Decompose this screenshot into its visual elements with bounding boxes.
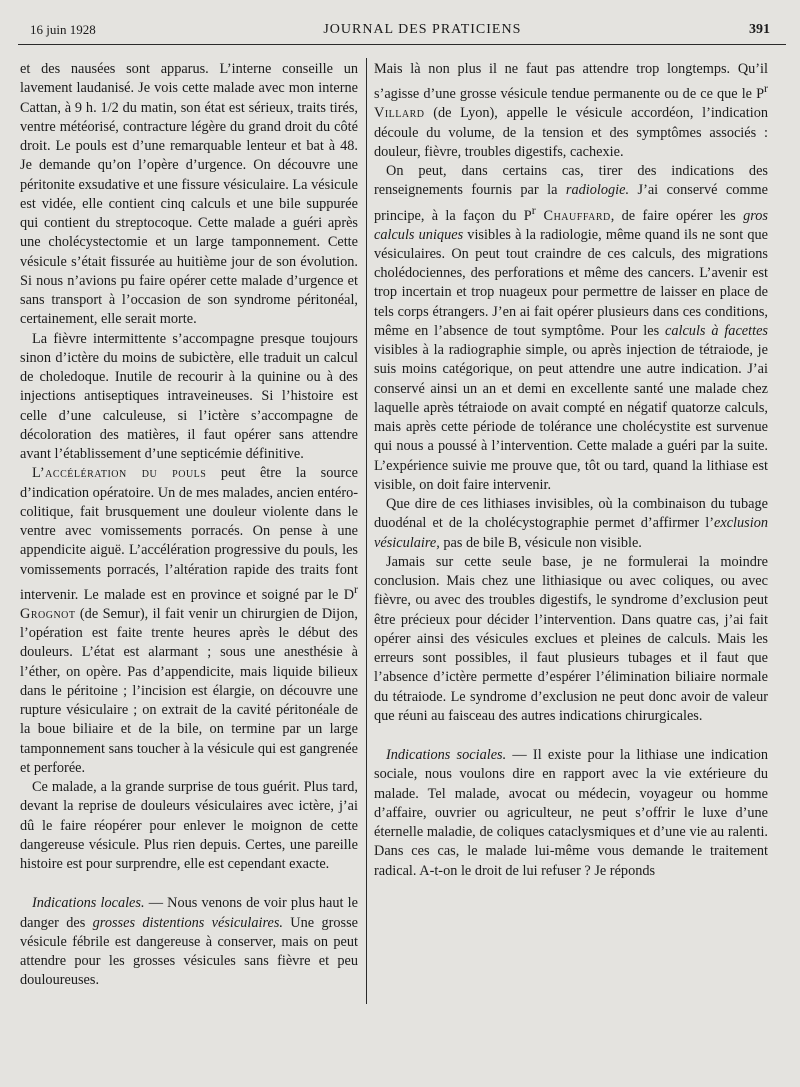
- paragraph: Indications sociales. — Il existe pour la lithiase une indication sociale, nous voulons dire en rapport avec la vie extérieure du malade. Tel malade, avocat ou médecin, voyageur ou homme d’affaire, ouvrier ou agriculteur, ne peut s’offrir le luxe d’une éternelle maladie, de coliques cataclysmiques et d’une vie au ralenti. Dans ces cas, le malade lui-même vous demande le traitement radical. A-t-on le droit de lui refuser ? Je réponds: [374, 747, 768, 879]
- header-rule: [18, 44, 786, 45]
- paragraph: Jamais sur cette seule base, je ne formulerai la moindre conclusion. Mais chez une lithiasique ou avec coliques, ou avec fièvre, ou avec des troubles digestifs, le syndrome d’exclusion peut être précieux pour décider l’intervention. Dans quatre cas, j’ai fait opérer ainsi des vésicules exclues et pleines de calculs. Mais les erreurs sont possibles, il faut plusieurs tubages et il faut que l’absence d’ictère permette d’espérer l’élimination biliaire normale du tétraiode. Le syndrome d’exclusion ne peut donc avoir de valeur que réuni au faisceau des autres indications chirurgicales.: [374, 553, 768, 724]
- paragraph: Mais là non plus il ne faut pas attendre trop longtemps. Qu’il s’agisse d’une grosse vésicule tendue permanente ou de ce que le $P^r$ Villard (de Lyon), appelle le vésicule accordéon, l’indication découle du volume, de la tension et des symptômes associés : douleur, fièvre, troubles digestifs, cachexie.: [374, 61, 768, 160]
- page-number: 391: [748, 22, 770, 37]
- section-lead: L’accélération du pouls: [32, 465, 207, 482]
- left-column: [20, 60, 358, 991]
- header-date: 16 juin 1928: [30, 22, 96, 37]
- paragraph: Que dire de ces lithiases invisibles, où la combinaison du tubage duodénal et de la cholécystographie permet d’affirmer l’exclusion vésiculaire, pas de bile B, vésicule non visible.: [374, 496, 768, 551]
- section-heading: Indications sociales.: [386, 747, 507, 764]
- section-heading: Indications locales.: [32, 895, 145, 912]
- person-name: Villard: [374, 105, 425, 122]
- paragraph: La fièvre intermittente s’accompagne presque toujours sinon d’ictère du moins de subictère, elle traduit un calcul de choledoque. Inutile de recourir à la quinine ou à des injections antiseptiques intraveineuses. Si l’histoire est celle d’une calculeuse, si l’ictère s’accompagne de décoloration des matières, il faut opérer sans attendre avant l’établissement d’une septicémie définitive.: [20, 330, 358, 462]
- paragraph: On peut, dans certains cas, tirer des indications des renseignements fournis par la radiologie. J’ai conservé comme principe, à la façon du $P^r$ Chauffard, de faire opérer les gros calculs uniques visibles à la radiologie, même quand ils ne sont que vésiculaires. On peut tout craindre de ces calculs, des migrations cholédociennes, des perforations et même des cancers. L’avenir est trop incertain et trop nuageux pour permettre de laisser en place de tels corps étrangers. J’en ai fait opérer plusieurs dans ces conditions, même en l’absence de tout symptôme. Pour les calculs à facettes visibles à la radiographie simple, ou après injection de tétraiode, je suis moins catégorique, on peut attendre une autre indication. J’ai conservé ainsi un an et demi en excellente santé une malade chez laquelle après tétraiode on avait compté en négatif quatorze calculs, mais après cette période de tolérance une cholécystite est survenue qui nous a poussé à l’intervention. Cette malade a guéri par la suite. L’expérience suivie me prouve que, tôt ou tard, quand la lithiase est visible, on doit faire intervenir.: [374, 163, 768, 493]
- journal-title: JOURNAL DES PRATICIENS: [323, 22, 522, 37]
- column-rule: [366, 58, 367, 1004]
- person-name: Chauffard: [535, 207, 611, 224]
- right-column: [374, 60, 768, 881]
- paragraph: Ce malade, a la grande surprise de tous guérit. Plus tard, devant la reprise de douleurs vésiculaires avec ictère, j’ai dû le faire réopérer pour enlever le moignon de cette dangereuse vésicule. Plus rien depuis. Certes, une pareille histoire est pour surprendre, elle est cependant exacte.: [20, 779, 358, 873]
- paragraph: et des nausées sont apparus. L’interne conseille un lavement laudanisé. Je vois cette malade avec mon interne Cattan, à 9 h. 1/2 du matin, son état est sérieux, traits tirés, ventre météorisé, contracture légère du grand droit du côté droit. Le pouls est d’une remarquable lenteur et bat à 48. Je demande qu’on l’opère d’urgence. On découvre une péritonite exsudative et une fissure vésiculaire. La vésicule est vidée, elle contient cinq calculs et une bile suppurée qui contient du streptocoque. Cette malade a guéri après une cholécystectomie et un large tamponnement. Cette vésicule s’était fissurée au huitième jour de son évolution. Si nous n’avions pu faire opérer cette malade d’urgence et sans transport à l’occasion de son syndrome péritonéal, certainement, elle serait morte.: [20, 61, 358, 328]
- person-name: Grognot: [20, 605, 76, 622]
- paragraph: Indications locales. — Nous venons de voir plus haut le danger des grosses distentions vésiculaires. Une grosse vésicule fébrile est dangereuse à conserver, mais on peut attendre pour les grosses vésicules sans fièvre et peu douloureuses.: [20, 895, 358, 989]
- running-header: [30, 19, 770, 41]
- paragraph: L’accélération du pouls peut être la source d’indication opératoire. Un de mes malades, ancien entéro-colitique, fait brusquement une douleur violente dans le ventre avec vomissements porracés. On pense à une appendicite aiguë. L’accélération progressive du pouls, les vomissements porracés, l’altération rapide des traits font intervenir. Le malade est en province et soigné par le $D^r$ Grognot (de Semur), il fait venir un chirurgien de Dijon, l’opération est faite trente heures après le début des douleurs. L’état est alarmant ; sous une anesthésie à l’éther, on opère. Pas d’appendicite, mais liquide bilieux dans le péritoine ; l’incision est élargie, on découvre une rupture vésiculaire ; on extrait de la cavité péritonéale de la boue biliaire et de la bile, on termine par un large tamponnement sans toucher à la vésicule qui est gangrenée et perforée.: [20, 465, 358, 776]
